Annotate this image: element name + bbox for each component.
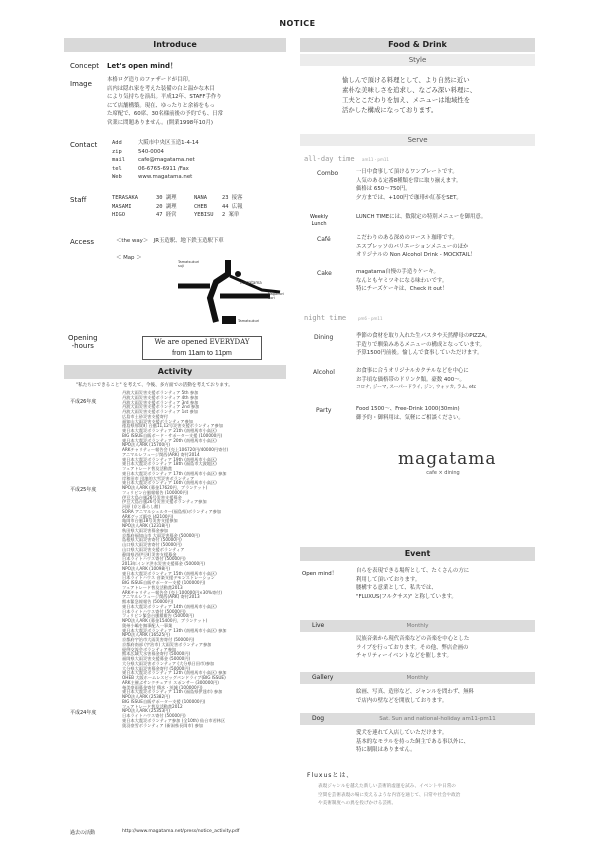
activity-row: 岸和田市 団地的大雪災害ボランティア xyxy=(122,475,195,481)
live-bar: Live Monthly xyxy=(300,620,535,632)
image-text: 本格ログ造りのファザードが目印。 店内は隠れ家を考えた装備の白と温かな木目 により気持ちを演出。平成12年、STAFF手作り にて店舗構築。現在、ゆったりと余裕をもっ た席配で、60席、30名様前後の予約でも、日常 営業に問題ありません。(開業1998年10月) xyxy=(107,77,224,126)
concept-text: Let's open mind！ xyxy=(107,62,177,70)
activity-row: 日本ライトハウス寄付 (50000円) xyxy=(122,608,186,614)
activity-row: 河原 (京と暮らし館) xyxy=(122,504,161,509)
activity-row: NPO法人ARK (15700円) xyxy=(122,442,170,448)
activity-row: NPO法人ARK (10098円) xyxy=(122,565,170,571)
fluxus-text: 表現ジャンルを越えた新しい芸術的虚運を試み、イベントや日常の 空間を芸術表現の場に変えるような内容を通じて、日常や社会や政治 や美術制度への異を投げかける芸術。 xyxy=(318,784,461,807)
style-header: Style xyxy=(300,54,535,66)
cafe-text: こだわりのある深めのロースト珈琲です。 エスプレッソのバリエーションメニューのほか オリジナルの Non Alcohol Drink - MOCKTAIL！ xyxy=(356,235,476,259)
activity-row: 広島市土砂災害支援寄付 xyxy=(122,413,169,419)
activity-row: NPO法人ARK (募金17620円、ブランケット) xyxy=(122,485,208,490)
activity-row: 静岡県西伊豆町災害支援募金 xyxy=(122,551,177,557)
activity-row: 2013年インド洪水災害支援募金 (50000円) xyxy=(122,561,206,566)
activity-row: 熊本広域大水害募金寄付 (50000円) xyxy=(122,651,191,657)
activity-row: アニマルレフュージ関西(ARK) 寄付2013 xyxy=(122,594,200,600)
activity-row: 丹波大雨災害支援ボランティア 2nd 参加 xyxy=(122,404,200,410)
activity-row: 徳島県那賀町 台風11,12号災害支援ボランティア参加 xyxy=(122,423,223,429)
activity-row: 丹波大雨災害支援ボランティア 1st 参加 xyxy=(122,409,198,414)
activity-row: BIG ISSUE自販ボード・サポーター支援 (100000円) xyxy=(122,432,223,438)
activity-row: 経例交流会ボランティア参加 xyxy=(122,646,177,652)
cafe-label: Café xyxy=(317,236,331,243)
activity-row: 日本ライトハウス 音楽支援デモンストレーション xyxy=(122,575,215,581)
activity-row: ARKグッズ販売 (42100円) xyxy=(122,513,174,519)
activity-row: OHEB 大阪ホームレスビッグバンドライブ(BIG ISSUE) xyxy=(122,675,226,680)
activity-row: 亀岡市台風18号災害支援参加 xyxy=(122,518,178,524)
gallery-text: 絵画、写真、造形など、ジャンルを問わず、無料 で店内の壁などを開放しております。 xyxy=(356,689,474,704)
gallery-bar: Gallery Monthly xyxy=(300,672,535,684)
party-label: Party xyxy=(316,407,332,414)
event-header: Event xyxy=(300,547,535,561)
activity-row: 東日本大震災ボランティア 21th (南相馬市小高区) xyxy=(122,428,217,433)
activity-row: フィリピン台風報報告 (100000円) xyxy=(122,489,189,495)
map-label-tamatsukuri-suji: Tamatsukuri suji xyxy=(178,260,200,268)
activity-row: NPO法人ARK (25382円) xyxy=(122,694,170,699)
openmind-label: Open mind！ xyxy=(302,571,338,577)
activity-row: 東日本大震災ボランティア 12th (南相馬市小高区) 参加 xyxy=(122,670,227,676)
activity-row: 東日本大震災ボランティア参加 (全10th) 仙台市若林区 xyxy=(122,717,226,723)
activity-row: 秋田県大雨災害募金参加 xyxy=(122,527,169,533)
activity-header: Activity xyxy=(64,365,286,379)
serve-header: Serve xyxy=(300,134,535,146)
map-road-tamatsukuri-suji xyxy=(210,260,228,322)
alcohol-text: お食事に合うオリジナルカクテルなどを中心に お手頃な価格帯のドリンク類。豪数 400～。 コロナ, ジーマ, スーパードライ, ジン, ウォッカ, ラム, etc xyxy=(356,368,477,391)
activity-row: 島根県大雨災害寄付 (50000円) xyxy=(122,537,182,543)
live-text: 民族音楽から現代音楽などの音楽を中心とした ライブを行っております。その他、弊店企画の チャリティーイベントなどを催します。 xyxy=(356,636,470,660)
activity-row: 奥州小嶋を無事配人一事業 xyxy=(122,622,173,628)
activity-list xyxy=(122,391,282,728)
activity-row: ARK主催ぷサンクチュアリ スポンサー (300000円) xyxy=(122,679,219,685)
activity-row: 日本ライトハウス寄付 (50000円) xyxy=(122,713,186,718)
page-title: NOTICE xyxy=(279,19,316,28)
activity-row: 東日本大震災ボランティア 14th (南相馬市小高区) xyxy=(122,603,217,609)
openmind-text: 自らを表現できる場所として、たくさんの方に 利用して頂いております。 腰構する意業として、私共では、 "FLUXUS(フルクサス)" と称しています。 xyxy=(356,568,470,600)
magatama-logo: magatama cafe × dining xyxy=(398,449,497,476)
image-label: Image xyxy=(70,80,92,88)
cake-text: magatama自慢の手造りケーキ。 なんともヤミツキになる味わいです。 特にチーズケーキは、Check it out！ xyxy=(356,269,448,293)
past-activities-link[interactable]: http://www.magatama.net/press/notice_activity.pdf xyxy=(122,829,240,834)
contact-label: Contact xyxy=(70,141,98,149)
dog-text: 愛犬を連れて入店していただけます。 基本的なモラルを持った飼主である事以外に、 特に制限はありません。 xyxy=(356,730,470,754)
weekly-label: Weekly Lunch xyxy=(310,214,329,227)
activity-row: NPO法人ARK (25353円) xyxy=(122,708,170,714)
activity-row: アニマルレフュージ関西(ARK) 寄付2014 xyxy=(122,451,200,457)
contact-table: Add 大阪市中央区玉造1-4-14 zip 540-0004 mail cafe@magatama.net tel 06-6765-6911 /Fax Web www.magatama.net xyxy=(112,140,199,181)
allday-hours: am11 - pm11 xyxy=(362,157,389,162)
activity-row: ARKチャリティー報告会 (売上106720円/40000円寄付) xyxy=(122,447,229,452)
activity-row: 東日本大震災ボランティア 20th (南相馬市小高区) xyxy=(122,437,217,443)
activity-row: NPO法人ARK (16525円) xyxy=(122,632,170,638)
activity-row: NPO法人ARK (12318円) xyxy=(122,523,170,528)
activity-row: フェアトレード普及活動賞2013 xyxy=(122,584,183,590)
opening-line-2: from 11am to 11pm xyxy=(172,350,232,357)
dining-label: Dining xyxy=(314,334,334,341)
map-label-nagahori: Nagahori dori xyxy=(268,292,284,300)
year-label-h25: 平成25年度 xyxy=(70,487,97,493)
opening-line-1: We are opened EVERYDAY xyxy=(154,338,250,346)
activity-row: 福岡県大雨災害支援募金 (50000円) xyxy=(122,656,191,661)
activity-row: SORA アニマルシェルター(福島県)ボランティア参加 xyxy=(122,508,222,514)
activity-intro: "私たちにできること" を考えて、今後、多方面での活動を考えております。 xyxy=(76,383,233,388)
staff-label: Staff xyxy=(70,196,87,204)
combo-text: 一日中食事して頂けるワンプレートです。 人気のある定番8種類を常に取り揃えます。 価格は 650～750円。 夕方までは、+100円で珈琲か紅茶をSET。 xyxy=(356,169,462,201)
concept-label: Concept xyxy=(70,62,99,70)
activity-row: 東日本大震災ボランティア 15th (南相馬市小高区) xyxy=(122,570,217,576)
map-label-station: Tamatsukuri xyxy=(238,319,260,323)
cake-label: Cake xyxy=(317,270,332,277)
activity-row: BIG ISSUE自販サポーター支援 (100000円) xyxy=(122,698,206,704)
allday-label: all-day time xyxy=(304,155,355,163)
weekly-text: LUNCH TIMEには、数限定の特別メニューを御用意。 xyxy=(356,214,487,220)
activity-row: フェアトレード普及活動賞2012 xyxy=(122,703,183,709)
dog-bar: Dog Sat. Sun and national-holiday am11-pm11 xyxy=(300,713,535,725)
night-hours: pm6 - pm11 xyxy=(358,316,383,321)
year-label-h24: 平成24年度 xyxy=(70,710,97,716)
activity-row: 東日本大震災ボランティア 16th (南相馬市小高区) xyxy=(122,480,217,486)
magatama-marker-icon xyxy=(235,271,241,277)
fluxus-label: Fluxusとは、 xyxy=(307,772,354,779)
access-label: Access xyxy=(70,238,94,246)
activity-row: 福知山大雨災害支援ボランティア参加 xyxy=(122,418,193,424)
activity-row: 丹波大雨災害支援ボランティア 3rd 参加 xyxy=(122,399,199,405)
year-label-h26: 平成26年度 xyxy=(70,399,97,405)
access-map-label: ＜ Map ＞ xyxy=(116,255,142,261)
activity-row: 奄美豪雨募金寄付 積木・茨城 (100000円) xyxy=(122,684,203,690)
activity-row: BIG ISSUE自販サポーター支援 (100000円) xyxy=(122,580,206,585)
style-text: 愉しんで頂ける料理として、より自然に近い 素朴な美味しさを追求し、なごみ深い料理に、 工夫とこだわりを加え、メニューは地域性を 活かした構成になっております。 xyxy=(342,76,477,114)
opening-label: Opening -hours xyxy=(68,334,98,350)
activity-row: 熊本緊急報報告 (50000円) xyxy=(122,599,174,604)
map-label-magatama: magatama xyxy=(240,280,262,285)
past-activities-label: 過去の活動 xyxy=(70,830,96,836)
activity-row: 京都府福知山市 大雨災害募金 (50000円) xyxy=(122,532,200,538)
activity-row: 京都府宇治市大雨災害寄付 (50000円) xyxy=(122,637,195,642)
map-station-block xyxy=(222,316,236,324)
activity-row: 大分県大雨災害募金寄付 (50000円) xyxy=(122,665,191,671)
activity-row: 奥羽豪雪ボランティア (新潟県長岡市) 参加 xyxy=(122,722,203,728)
access-way: ＜the way＞ JR玉造駅、地下鉄玉造駅下車 xyxy=(116,238,224,244)
activity-row: 日本ライトハウス寄付 (50000円) xyxy=(122,556,186,562)
activity-row: 丹波大雨災害支援ボランティア 4th 参加 xyxy=(122,394,199,400)
activity-row: 京都府南部 (宇治市) 大雨災害ボランティア参加 xyxy=(122,641,212,647)
activity-row: 東日本大震災ボランティア 17th (南相馬市小高区) 参加 xyxy=(122,470,227,476)
staff-table: TERASAKA 30 調理 NANA 23 接客 MASAMI 20 調理 CHEB 44 広報 HIGO 47 経営 YEBISU 2 案単 xyxy=(112,195,243,219)
activity-row: NPO法人ARK (募金15400円、ブランケット) xyxy=(122,618,208,623)
activity-row: ARKチャリティー報告会 (売上100000円×30%寄付) xyxy=(122,589,223,595)
activity-row: 東日本大震災ボランティア 13th (南相馬市小高区) 参加 xyxy=(122,627,227,633)
activity-row: 山口県大雨災害支援ボランティア xyxy=(122,546,185,552)
activity-row: フィリピン緊急台風報報告 (50000円) xyxy=(122,613,195,619)
combo-label: Combo xyxy=(317,170,339,177)
activity-row: フェアトレード普及活動賞 xyxy=(122,466,173,471)
activity-row: 丹波大雨災害支援ボランティア 5th 参加 xyxy=(122,390,199,395)
party-text: Food 1500～、Free-Drink 1000(30min) 御予約・御料用は、気軽にご相談ください。 xyxy=(356,406,464,421)
activity-row: 大分県大雨災害ボランティア (大分県日田市)参加 xyxy=(122,660,215,666)
activity-row: 東日本大震災ボランティア 19th (南相馬市小高区) xyxy=(122,456,217,462)
night-label: night time xyxy=(304,314,347,322)
alcohol-label: Alcohol xyxy=(313,369,335,376)
activity-row: 伊豆大島台風26号災害支援募金 xyxy=(122,494,182,500)
activity-row: 伊豆大島台風26号災害支援ボランティア参加 xyxy=(122,499,207,505)
activity-row: 東日本大震災ボランティア 18th (福島市大波地区) xyxy=(122,461,217,467)
activity-row: 東日本大震災ボランティア 11th (福島県伊達市) 参加 xyxy=(122,689,223,695)
dining-text: 季節の食材を取り入れた生パスタや天然酵母のPIZZA。 手造りで馴染みあるメニューの構成となっています。 予算1500円前後。愉しんで食事していただけます。 xyxy=(356,333,491,357)
opening-hours-box xyxy=(142,336,262,360)
introduce-header: Introduce xyxy=(64,38,286,52)
activity-row: 山口県大雨災害寄付 (50000円) xyxy=(122,542,182,547)
food-drink-header: Food & Drink xyxy=(300,38,535,52)
